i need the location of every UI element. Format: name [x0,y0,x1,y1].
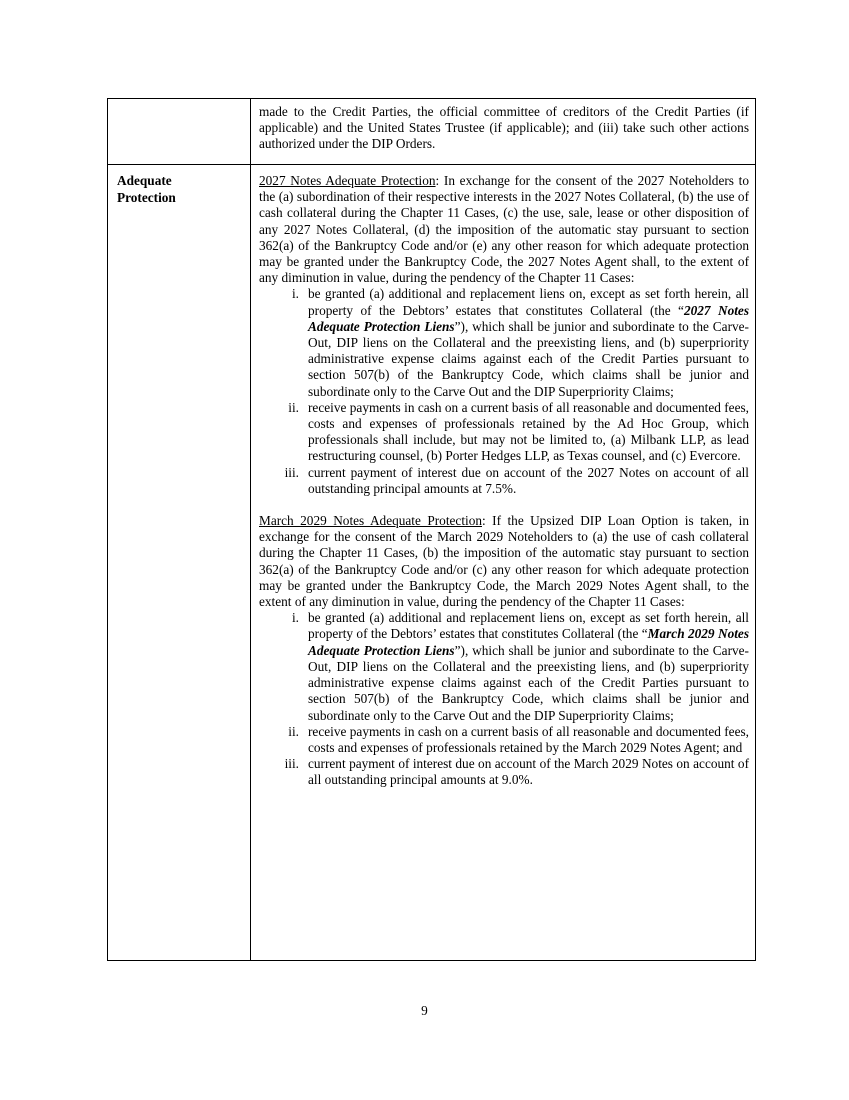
row-label-line2: Protection [117,189,176,205]
list-item [259,286,749,399]
section-2029-heading: March 2029 Notes Adequate Protection [259,513,483,529]
list-item [259,400,749,465]
section-2029-intro-text: : If the Upsized DIP Loan Option is taken, in exchange for the consent of the March 2029 Noteholders to (a) the use of cash collateral during the Chapter 11 Cases, (b) the imposition of the automatic stay pursuant to section 362(a) of the Bankruptcy Code and/or (c) any other reason for which adequate protection may be granted under the Bankruptcy Code, the March 2029 Notes Agent shall, to the extent of any diminution in value, during the pendency of the Chapter 11 Cases: [259,513,749,610]
list-item-number: ii. [288,399,299,415]
defined-term: 2027 Notes Adequate Protection Liens [308,302,749,334]
section-2027-intro [259,173,749,286]
list-item [259,610,749,723]
list-item-text: receive payments in cash on a current basis of all reasonable and documented fees, costs and expenses of professionals retained by the Ad Hoc Group, which professionals shall include, but may not be limited to, (a) Milbank LLP, as lead restructuring counsel, (b) Porter Hedges LLP, as Texas counsel, and (c) Evercore. [308,399,749,464]
continuation-text: made to the Credit Parties, the official committee of creditors of the Credit Parties (if applicable) and the United States Trustee (if applicable); and (iii) take such other actions authorized under the DIP Orders. [259,104,749,152]
defined-term: March 2029 Notes Adequate Protection Liens [308,626,749,658]
list-item-number: i. [291,610,299,626]
list-item-number: iii. [284,464,299,480]
list-item-text: ”), which shall be junior and subordinate to the Carve-Out, DIP liens on the Collateral and the preexisting liens, and (b) superpriority administrative expense claims against each of the Credit Parties pursuant to section 507(b) of the Bankruptcy Code, which claims shall be junior and subordinate only to the Carve Out and the DIP Superpriority Claims; [308,642,749,723]
list-item-text: receive payments in cash on a current basis of all reasonable and documented fees, costs and expenses of professionals retained by the March 2029 Notes Agent; and [308,723,749,755]
term-sheet-table [107,98,756,961]
list-item-text: current payment of interest due on account of the March 2029 Notes on account of all outstanding principal amounts at 9.0%. [308,756,749,788]
list-item-text: be granted (a) additional and replacement liens on, except as set forth herein, all property of the Debtors’ estates that constitutes Collateral (the “ [308,610,749,642]
section-2027-list [259,286,749,497]
adequate-protection-content [259,173,749,789]
table-row-continuation [108,99,755,165]
list-item-number: iii. [284,756,299,772]
list-item [259,465,749,497]
row-label-adequate-protection [117,173,242,206]
list-item-number: ii. [288,723,299,739]
list-item-number: i. [291,286,299,302]
list-item [259,756,749,788]
list-item-text: current payment of interest due on account of the 2027 Notes on account of all outstanding principal amounts at 7.5%. [308,464,749,496]
column-divider [250,99,251,960]
paragraph-gap [259,497,749,513]
list-item-text: be granted (a) additional and replacement liens on, except as set forth herein, all property of the Debtors’ estates that constitutes Collateral (the “ [308,286,749,318]
section-2029-list [259,610,749,788]
section-2027-heading: 2027 Notes Adequate Protection [259,173,436,188]
section-2027-intro-text: : In exchange for the consent of the 2027 Noteholders to the (a) subordination of their respective interests in the 2027 Notes Collateral, (b) the use of cash collateral during the Chapter 11 Cases, (c) the use, sale, lease or other disposition of any 2027 Notes Collateral, (d) the imposition of the automatic stay pursuant to section 362(a) of the Bankruptcy Code and/or (e) any other reason for which adequate protection may be granted under the Bankruptcy Code, the 2027 Notes Agent shall, to the extent of any diminution in value, during the pendency of the Chapter 11 Cases: [259,173,749,286]
list-item [259,724,749,756]
row-label-line1: Adequate [117,173,172,188]
section-2029-intro [259,513,749,610]
list-item-text: ”), which shall be junior and subordinate to the Carve-Out, DIP liens on the Collateral and the preexisting liens, and (b) superpriority administrative expense claims against each of the Credit Parties pursuant to section 507(b) of the Bankruptcy Code, which claims shall be junior and subordinate only to the Carve Out and the DIP Superpriority Claims; [308,318,749,399]
page-number: 9 [421,1003,428,1018]
